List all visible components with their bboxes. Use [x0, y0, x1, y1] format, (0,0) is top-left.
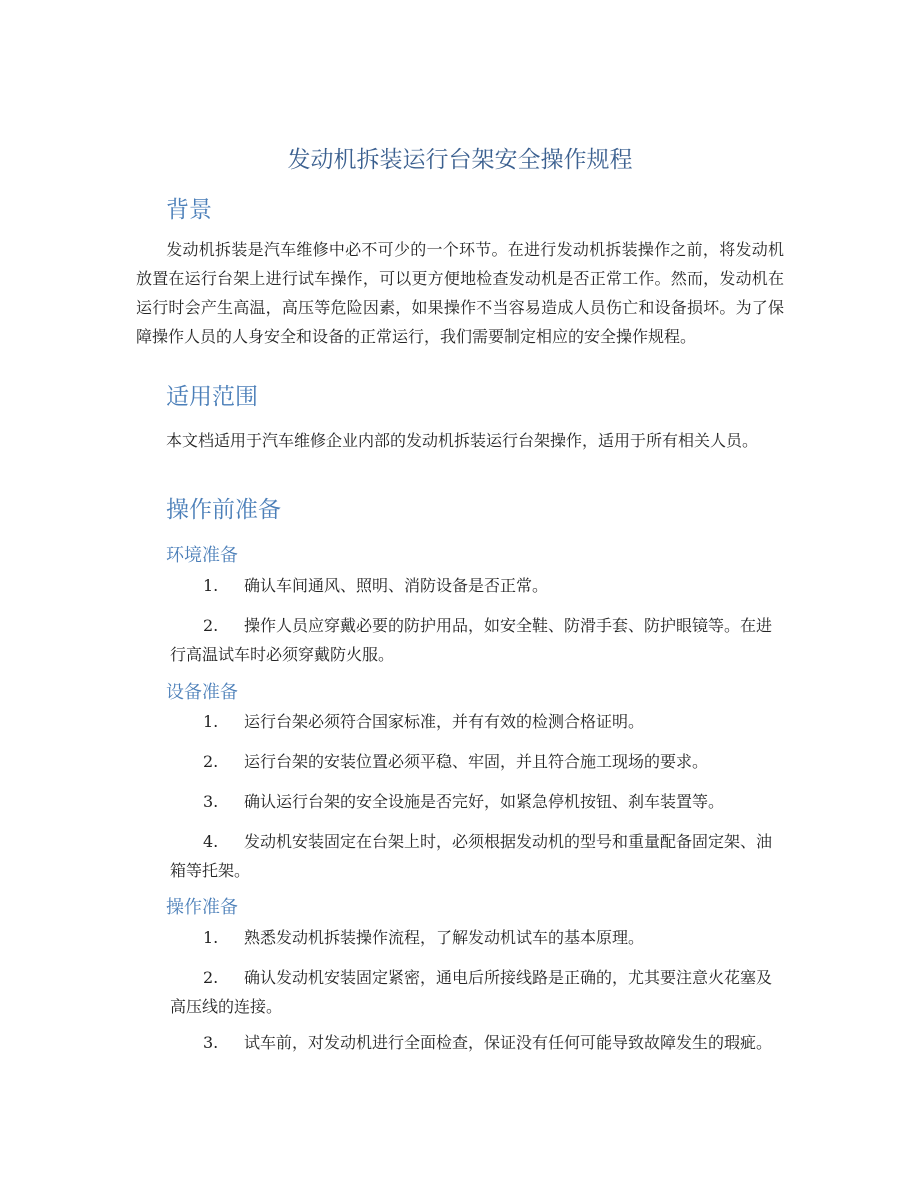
section-body-scope [136, 426, 784, 455]
list-item [170, 963, 784, 1021]
list-item [170, 1028, 784, 1057]
list-item-text: 确认发动机安装固定紧密，通电后所接线路是正确的，尤其要注意火花塞及高压线的连接。 [170, 968, 773, 1016]
list-item-number: 1. [203, 576, 219, 595]
list-item-number: 1. [203, 928, 219, 947]
list-item-text: 确认运行台架的安全设施是否完好，如紧急停机按钮、刹车装置等。 [244, 792, 725, 811]
subsection-heading-equipment: 设备准备 [166, 682, 238, 703]
section-body-background [136, 235, 784, 351]
list-item-number: 3. [203, 1033, 219, 1052]
subsection-heading-operation: 操作准备 [166, 897, 238, 918]
list-item-text: 发动机安装固定在台架上时，必须根据发动机的型号和重量配备固定架、油箱等托架。 [170, 832, 773, 880]
background-text: 发动机拆装是汽车维修中必不可少的一个环节。在进行发动机拆装操作之前，将发动机放置在运行台架上进行试车操作，可以更方便地检查发动机是否正常工作。然而，发动机在运行时会产生高温，高压等危险因素，如果操作不当容易造成人员伤亡和设备损坏。为了保障操作人员的人身安全和设备的正常运行，我们需要制定相应的安全操作规程。 [136, 240, 784, 346]
list-item-text: 试车前，对发动机进行全面检查，保证没有任何可能导致故障发生的瑕疵。 [244, 1033, 773, 1052]
list-item-number: 2. [203, 616, 219, 635]
list-item-text: 运行台架必须符合国家标准，并有有效的检测合格证明。 [244, 712, 645, 731]
list-item [170, 707, 784, 736]
section-heading-scope: 适用范围 [166, 384, 258, 410]
list-item-number: 3. [203, 792, 219, 811]
list-item-number: 2. [203, 968, 219, 987]
list-item-text: 确认车间通风、照明、消防设备是否正常。 [244, 576, 549, 595]
section-heading-preparation: 操作前准备 [166, 497, 281, 523]
list-item-text: 操作人员应穿戴必要的防护用品，如安全鞋、防滑手套、防护眼镜等。在进行高温试车时必须穿戴防火服。 [170, 616, 773, 664]
list-item [170, 923, 784, 952]
section-heading-background: 背景 [166, 197, 212, 223]
list-item [170, 571, 784, 600]
list-item [170, 747, 784, 776]
page-title: 发动机拆装运行台架安全操作规程 [287, 147, 633, 173]
list-item-text: 运行台架的安装位置必须平稳、牢固，并且符合施工现场的要求。 [244, 752, 709, 771]
subsection-heading-environment: 环境准备 [166, 545, 238, 566]
list-item-text: 熟悉发动机拆装操作流程，了解发动机试车的基本原理。 [244, 928, 645, 947]
list-item [170, 611, 784, 669]
list-item-number: 4. [203, 832, 219, 851]
scope-text: 本文档适用于汽车维修企业内部的发动机拆装运行台架操作，适用于所有相关人员。 [166, 431, 759, 450]
list-item-number: 2. [203, 752, 219, 771]
list-item [170, 827, 784, 885]
list-item-number: 1. [203, 712, 219, 731]
list-item [170, 787, 784, 816]
